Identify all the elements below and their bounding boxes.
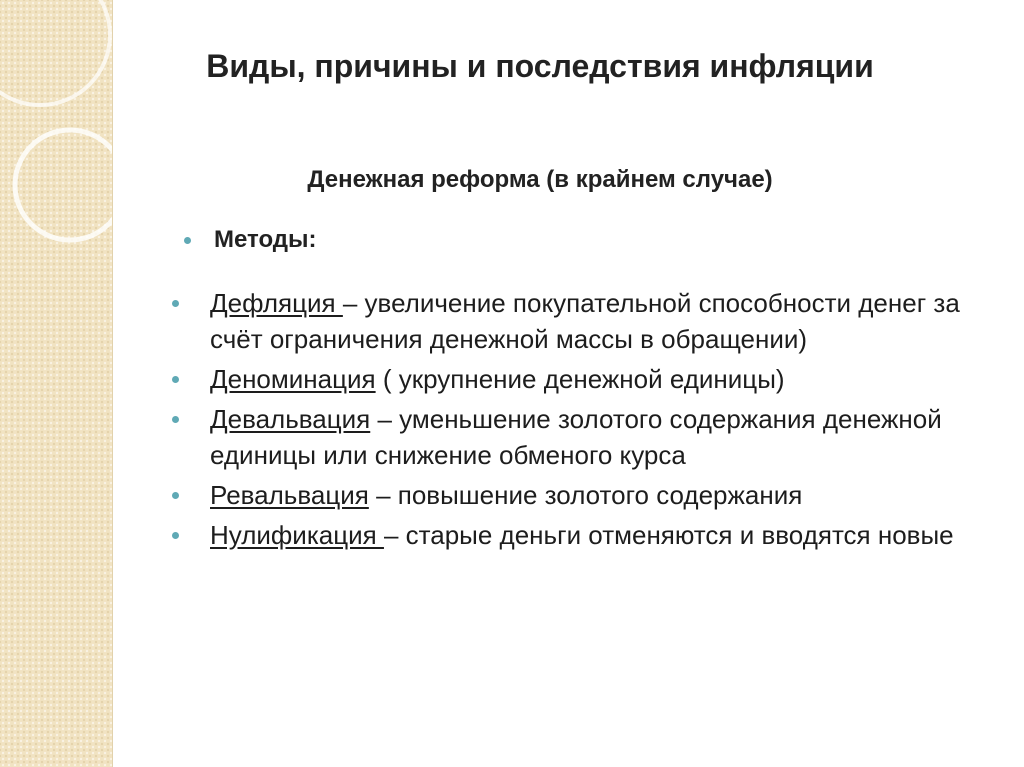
methods-list <box>172 285 992 557</box>
term-description: – увеличение покупательной способности денег за счёт ограничения денежной массы в обращении) <box>210 288 960 354</box>
bullet-icon <box>172 300 179 307</box>
methods-label: Методы: <box>214 226 317 253</box>
decorative-side-band <box>0 0 113 767</box>
term-nullification: Нулификация <box>210 520 384 550</box>
slide-title: Виды, причины и последствия инфляции <box>206 48 874 84</box>
bullet-icon <box>172 376 179 383</box>
bullet-icon <box>172 532 179 539</box>
bullet-icon <box>184 237 191 244</box>
term-denomination: Деноминация <box>210 364 376 394</box>
term-description: – уменьшение золотого содержания денежной единицы или снижение обменого курса <box>210 404 942 470</box>
term-revaluation: Ревальвация <box>210 480 369 510</box>
list-item <box>172 285 992 357</box>
term-devaluation: Девальвация <box>210 404 371 434</box>
methods-heading <box>184 226 317 254</box>
decorative-ring-top <box>0 0 110 105</box>
list-item <box>172 517 992 553</box>
slide-subtitle: Денежная реформа (в крайнем случае) <box>307 166 773 193</box>
bullet-icon <box>172 416 179 423</box>
term-description: ( укрупнение денежной единицы) <box>375 364 785 394</box>
list-item <box>172 361 992 397</box>
term-description: – повышение золотого содержания <box>368 480 803 510</box>
bullet-icon <box>172 492 179 499</box>
decorative-rings <box>0 0 112 767</box>
list-item <box>172 401 992 473</box>
list-item <box>172 477 992 513</box>
term-description: – старые деньги отменяются и вводятся новые <box>383 520 954 550</box>
term-deflation: Дефляция <box>210 288 343 318</box>
decorative-ring-middle <box>15 130 112 240</box>
